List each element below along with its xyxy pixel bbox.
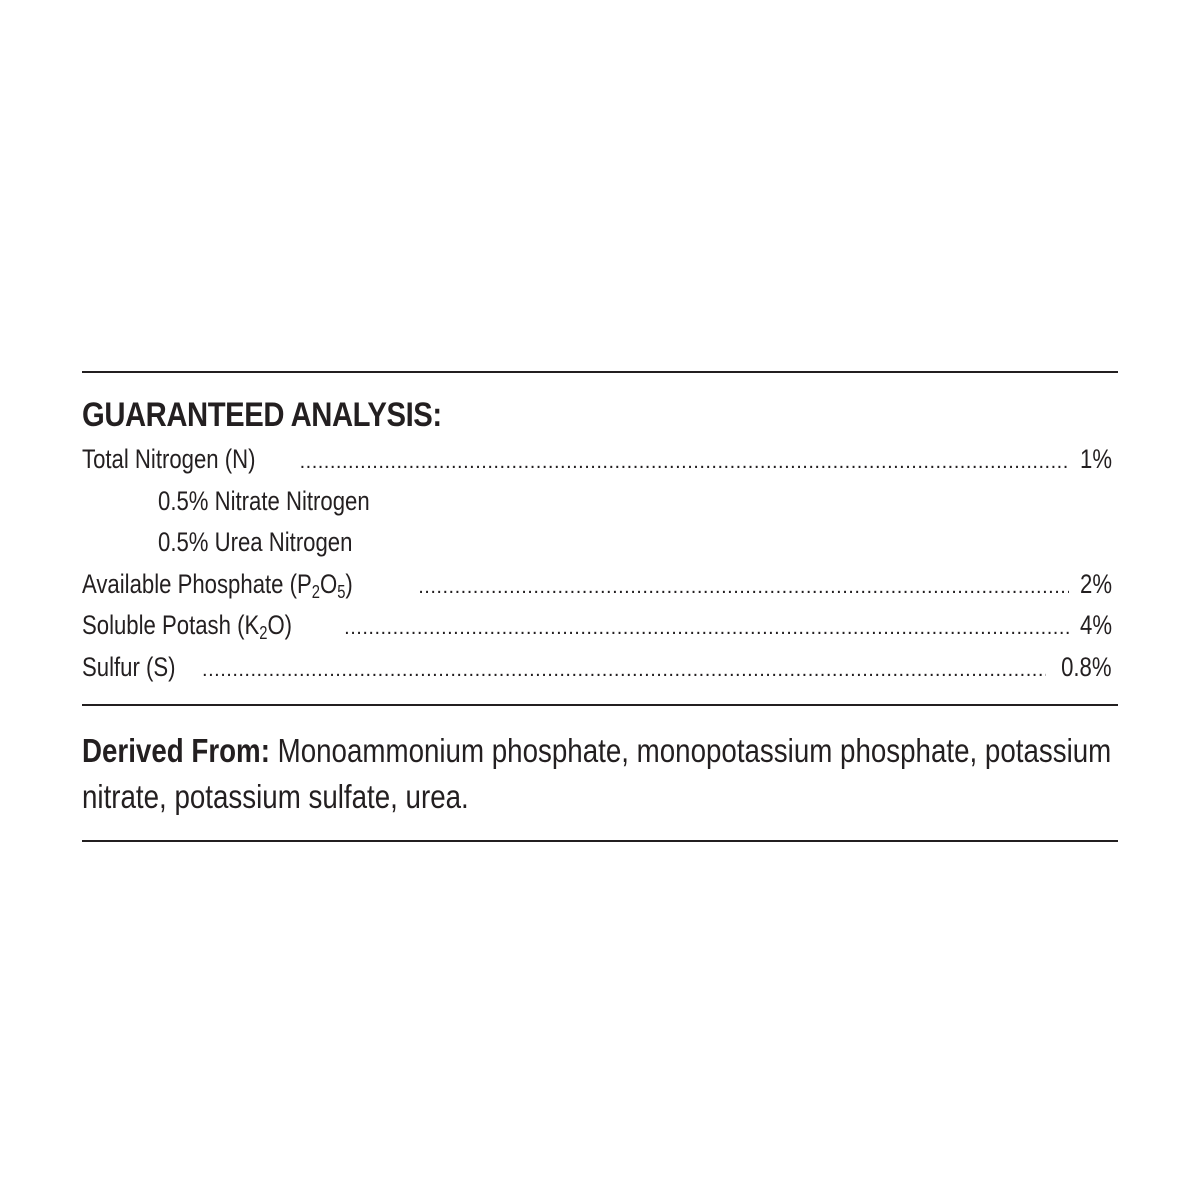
row-available-phosphate <box>82 564 1118 606</box>
derived-from-text <box>82 728 1115 820</box>
row-value: 0.8% <box>1061 651 1112 682</box>
derived-from-ingredients: Monoammonium phosphate, monopotassium phosphate, potassium nitrate, potassium sulfate, urea. <box>82 732 1112 815</box>
dot-leader <box>344 608 1069 650</box>
row-total-nitrogen <box>82 439 1118 481</box>
row-label: Sulfur (S) <box>82 651 176 682</box>
analysis-section <box>82 373 1118 704</box>
subscript: 5 <box>337 581 346 602</box>
label-text: O) <box>267 610 293 640</box>
bottom-divider <box>82 840 1118 842</box>
guaranteed-analysis-panel <box>82 371 1118 842</box>
row-sulfur <box>82 647 1118 689</box>
sub-row-text: 0.5% Nitrate Nitrogen <box>158 485 370 516</box>
derived-from-section <box>82 706 1118 840</box>
row-value: 2% <box>1079 568 1112 599</box>
dot-leader <box>300 442 1069 484</box>
row-label <box>82 564 353 606</box>
derived-from-label: Derived From: <box>82 732 270 769</box>
sub-row-urea-nitrogen <box>82 522 1118 564</box>
subscript: 2 <box>311 581 320 602</box>
dot-leader <box>418 567 1069 609</box>
subscript: 2 <box>259 623 268 643</box>
row-label <box>82 605 292 647</box>
dot-leader <box>202 650 1046 692</box>
row-value: 4% <box>1079 610 1112 640</box>
analysis-heading: GUARANTEED ANALYSIS: <box>82 396 442 434</box>
row-soluble-potash <box>82 605 1118 647</box>
row-label: Total Nitrogen (N) <box>82 444 256 474</box>
sub-row-text: 0.5% Urea Nitrogen <box>158 527 353 557</box>
row-value: 1% <box>1079 444 1112 474</box>
label-text: O <box>319 568 338 599</box>
label-text: Soluble Potash (K <box>82 610 260 640</box>
sub-row-nitrate-nitrogen <box>82 481 1118 523</box>
label-text: Available Phosphate (P <box>82 568 312 599</box>
label-text: ) <box>345 568 353 599</box>
